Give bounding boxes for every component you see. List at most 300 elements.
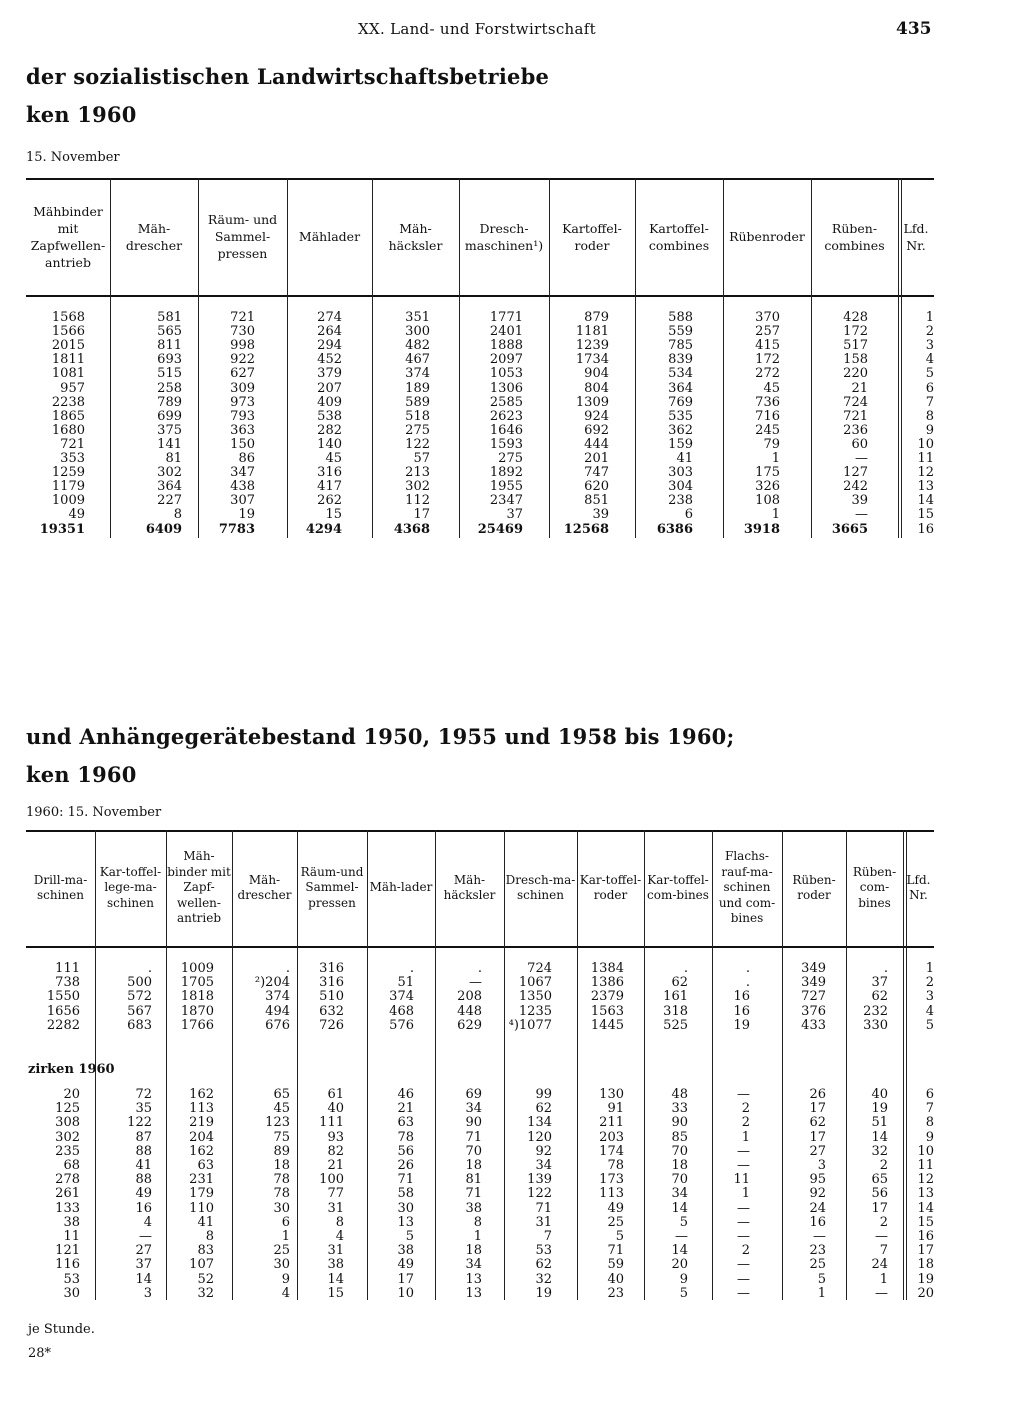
table1-cell: 6409 bbox=[145, 521, 182, 537]
table2-cell: 302 bbox=[55, 1129, 80, 1145]
table2-cell: 72 bbox=[135, 1087, 152, 1102]
table2-cell: 32 bbox=[535, 1271, 552, 1287]
table1-cell: 922 bbox=[230, 352, 255, 368]
table1-cell: 2585 bbox=[489, 394, 523, 410]
table1-cell: 140 bbox=[317, 436, 342, 452]
table1-cell: 452 bbox=[317, 352, 342, 368]
table1-cell: 11 bbox=[917, 451, 934, 466]
table2-cell: 5 bbox=[679, 1214, 688, 1230]
table2-cell: 1009 bbox=[180, 961, 214, 976]
table2-cell: 113 bbox=[599, 1186, 624, 1202]
table2-cell: — bbox=[875, 1229, 888, 1244]
table1-cell: 769 bbox=[668, 394, 693, 410]
table1-cell: 924 bbox=[584, 408, 609, 424]
table2-cell: 2282 bbox=[46, 1017, 80, 1033]
table2-cell: 17 bbox=[809, 1101, 826, 1117]
table1-cell: 515 bbox=[157, 366, 182, 382]
table1-cell: 3 bbox=[925, 338, 934, 354]
table2-cell: 20 bbox=[63, 1087, 80, 1102]
table1-cell: 7 bbox=[925, 394, 934, 410]
table2-cell: 81 bbox=[465, 1172, 482, 1188]
table1-cell: 49 bbox=[68, 507, 85, 523]
table2-cell: 26 bbox=[397, 1158, 414, 1173]
table1-cell: 189 bbox=[405, 380, 430, 396]
table2-cell: 32 bbox=[197, 1285, 214, 1301]
table2-cell: 683 bbox=[127, 1017, 152, 1033]
table1-cell: 692 bbox=[584, 422, 609, 438]
table2-cell: 113 bbox=[189, 1101, 214, 1117]
table2-cell: 1550 bbox=[46, 989, 80, 1005]
table2-cell: 25 bbox=[607, 1214, 624, 1230]
table1-cell: 3665 bbox=[831, 521, 868, 537]
table1-cell: 274 bbox=[317, 310, 342, 325]
table1-cell: 39 bbox=[851, 493, 868, 509]
table1-cell: 257 bbox=[755, 324, 780, 340]
table1-cell: 409 bbox=[317, 394, 342, 410]
table1-cell: 374 bbox=[405, 366, 430, 382]
table2-cell: 525 bbox=[663, 1017, 688, 1033]
table2-cell: 90 bbox=[465, 1115, 482, 1131]
table2-cell: — bbox=[737, 1143, 750, 1159]
table2-cell: 8 bbox=[335, 1214, 344, 1230]
table1-cell: 227 bbox=[157, 493, 182, 509]
table1-cell: 1734 bbox=[575, 352, 609, 368]
table2-cell: 111 bbox=[55, 961, 80, 976]
table2-cell: — bbox=[737, 1214, 750, 1230]
table2-cell: 65 bbox=[871, 1172, 888, 1188]
table2-cell: 62 bbox=[809, 1115, 826, 1131]
page-number: 435 bbox=[896, 19, 932, 39]
table2-cell: . bbox=[745, 975, 750, 991]
table2-cell: 24 bbox=[809, 1200, 826, 1216]
table1-cell: 627 bbox=[230, 366, 255, 382]
table2-cell: 49 bbox=[135, 1186, 152, 1202]
table1-cell: 201 bbox=[584, 451, 609, 466]
table2-cell: 4 bbox=[925, 1003, 934, 1019]
table2-cell: 2 bbox=[879, 1214, 888, 1230]
table2-cell: 45 bbox=[273, 1101, 290, 1117]
table1-cell: 8 bbox=[925, 408, 934, 424]
table2-cell: 69 bbox=[465, 1087, 482, 1102]
table2-cell: 14 bbox=[135, 1271, 152, 1287]
table2-cell: 6 bbox=[281, 1214, 290, 1230]
table2-cell: 53 bbox=[535, 1243, 552, 1259]
table2-cell: 1563 bbox=[590, 1003, 624, 1019]
table2-cell: 78 bbox=[397, 1129, 414, 1145]
table1-cell: 364 bbox=[157, 479, 182, 495]
table2-cell: 83 bbox=[197, 1243, 214, 1259]
table2-cell: 8 bbox=[473, 1214, 482, 1230]
table2-cell: 18 bbox=[671, 1158, 688, 1173]
table2-cell: 90 bbox=[671, 1115, 688, 1131]
table2-cell: 25 bbox=[273, 1243, 290, 1259]
table2-cell: 204 bbox=[189, 1129, 214, 1145]
table2-cell: 235 bbox=[55, 1143, 80, 1159]
table2-cell: 48 bbox=[671, 1087, 688, 1102]
table2-column-header: Kar-toffel-roder bbox=[579, 872, 642, 902]
table1-cell: 282 bbox=[317, 422, 342, 438]
table2-cell: 71 bbox=[607, 1243, 624, 1259]
table2-cell: 120 bbox=[527, 1129, 552, 1145]
table2-cell: — bbox=[737, 1200, 750, 1216]
table2-cell: 308 bbox=[55, 1115, 80, 1131]
table1-cell: 60 bbox=[851, 436, 868, 452]
table1-column-divider bbox=[459, 178, 460, 538]
table2-cell: 7 bbox=[925, 1101, 934, 1117]
table2-cell: 9 bbox=[281, 1271, 290, 1287]
table2-cell: 78 bbox=[273, 1172, 290, 1188]
table2-cell: 173 bbox=[599, 1172, 624, 1188]
table1-cell: 1892 bbox=[489, 465, 523, 481]
table1-cell: 1646 bbox=[489, 422, 523, 438]
table1-cell: 1009 bbox=[51, 493, 85, 509]
table2-cell: 203 bbox=[599, 1129, 624, 1145]
table2-cell: — bbox=[737, 1158, 750, 1173]
table1-cell: 417 bbox=[317, 479, 342, 495]
table2-cell: 13 bbox=[397, 1214, 414, 1230]
table1-cell: 998 bbox=[230, 338, 255, 354]
table2-cell: 139 bbox=[527, 1172, 552, 1188]
table2-cell: . bbox=[409, 961, 414, 976]
table2-cell: 111 bbox=[319, 1115, 344, 1131]
table1-cell: 1865 bbox=[51, 408, 85, 424]
table2-cell: 56 bbox=[871, 1186, 888, 1202]
table1-cell: 839 bbox=[668, 352, 693, 368]
table1-cell: 45 bbox=[325, 451, 342, 466]
table2-cell: 2 bbox=[741, 1101, 750, 1117]
table2-cell: 576 bbox=[389, 1017, 414, 1033]
table1-cell: 12568 bbox=[563, 521, 609, 537]
table2-cell: 21 bbox=[327, 1158, 344, 1173]
table2-cell: 49 bbox=[607, 1200, 624, 1216]
table1-cell: 535 bbox=[668, 408, 693, 424]
table2-cell: 1870 bbox=[180, 1003, 214, 1019]
table1-cell: 39 bbox=[592, 507, 609, 523]
table2-cell: 51 bbox=[871, 1115, 888, 1131]
table2-cell: 30 bbox=[63, 1285, 80, 1301]
table1-cell: — bbox=[855, 507, 868, 523]
table1-cell: 1259 bbox=[51, 465, 85, 481]
table2-cell: 34 bbox=[671, 1186, 688, 1202]
table1-cell: 4 bbox=[925, 352, 934, 368]
table2-cell: 92 bbox=[809, 1186, 826, 1202]
table2-cell: 41 bbox=[135, 1158, 152, 1173]
table2-cell: 17 bbox=[397, 1271, 414, 1287]
table1-cell: 158 bbox=[843, 352, 868, 368]
table1-cell: 172 bbox=[843, 324, 868, 340]
table2-column-header: Kar-toffel-lege-ma-schinen bbox=[99, 864, 162, 910]
table1-cell: 25469 bbox=[477, 521, 523, 537]
table1-cell: 159 bbox=[668, 436, 693, 452]
table2-column-header: Flachs-rauf-ma-schinen und com-bines bbox=[718, 849, 776, 926]
table2-cell: — bbox=[813, 1229, 826, 1244]
table2-cell: 15 bbox=[327, 1285, 344, 1301]
table1-cell: 973 bbox=[230, 394, 255, 410]
table2-cell: 31 bbox=[535, 1214, 552, 1230]
table1-subtitle: 15. November bbox=[26, 150, 120, 165]
table2-cell: 49 bbox=[397, 1257, 414, 1273]
table2-cell: 19 bbox=[733, 1017, 750, 1033]
table1-cell: 16 bbox=[917, 521, 934, 537]
table1-cell: 1309 bbox=[575, 394, 609, 410]
table2-cell: 1 bbox=[741, 1186, 750, 1202]
table2-cell: 70 bbox=[671, 1143, 688, 1159]
table1-cell: 747 bbox=[584, 465, 609, 481]
table1-cell: 150 bbox=[230, 436, 255, 452]
table2-cell: 31 bbox=[327, 1200, 344, 1216]
table2-cell: 19 bbox=[871, 1101, 888, 1117]
table1-cell: 5 bbox=[925, 366, 934, 382]
table2-cell: 23 bbox=[607, 1285, 624, 1301]
table2-cell: 62 bbox=[535, 1101, 552, 1117]
table1-cell: 112 bbox=[405, 493, 430, 509]
table1-column-header: Dresch-maschinen¹) bbox=[464, 220, 544, 253]
table1-cell: 364 bbox=[668, 380, 693, 396]
table1-cell: 3918 bbox=[743, 521, 780, 537]
table2-cell: 162 bbox=[189, 1087, 214, 1102]
table2-cell: 1350 bbox=[518, 989, 552, 1005]
table1-cell: 207 bbox=[317, 380, 342, 396]
table1-cell: 122 bbox=[405, 436, 430, 452]
table1-cell: 793 bbox=[230, 408, 255, 424]
table1-cell: 811 bbox=[157, 338, 182, 354]
table1-cell: 9 bbox=[925, 422, 934, 438]
table1-cell: 6 bbox=[925, 380, 934, 396]
table2-cell: 1 bbox=[473, 1229, 482, 1244]
table1-cell: 1568 bbox=[51, 310, 85, 325]
table2-cell: 77 bbox=[327, 1186, 344, 1202]
table1-cell: 721 bbox=[230, 310, 255, 325]
table2-column-header: Mäh-häcksler bbox=[443, 872, 496, 902]
table1-cell: 804 bbox=[584, 380, 609, 396]
table2-cell: 16 bbox=[135, 1200, 152, 1216]
table2-cell: 38 bbox=[327, 1257, 344, 1273]
table2-top-rule bbox=[26, 830, 934, 832]
table2-column-header: Rüben-roder bbox=[792, 872, 836, 902]
table1-column-header: Mäh-drescher bbox=[125, 220, 183, 253]
table2-cell: 87 bbox=[135, 1129, 152, 1145]
table1-cell: 2238 bbox=[51, 394, 85, 410]
table2-cell: 88 bbox=[135, 1143, 152, 1159]
table2-cell: 71 bbox=[465, 1129, 482, 1145]
table2-cell: 123 bbox=[265, 1115, 290, 1131]
table2-cell: 20 bbox=[917, 1285, 934, 1301]
table1-cell: 716 bbox=[755, 408, 780, 424]
table1-cell: 81 bbox=[165, 451, 182, 466]
table1-cell: 1 bbox=[771, 451, 780, 466]
table1-cell: 8 bbox=[173, 507, 182, 523]
table2-cell: 219 bbox=[189, 1115, 214, 1131]
table1-cell: 415 bbox=[755, 338, 780, 354]
table2-cell: 32 bbox=[871, 1143, 888, 1159]
table1-cell: 620 bbox=[584, 479, 609, 495]
table2-cell: 18 bbox=[917, 1257, 934, 1273]
table2-cell: 4 bbox=[281, 1285, 290, 1301]
table2-cell: 9 bbox=[925, 1129, 934, 1145]
table2-cell: 38 bbox=[465, 1200, 482, 1216]
table2-cell: . bbox=[683, 961, 688, 976]
table1-cell: 904 bbox=[584, 366, 609, 382]
table1-cell: 1771 bbox=[489, 310, 523, 325]
table2-cell: 5 bbox=[817, 1271, 826, 1287]
table1-cell: 517 bbox=[843, 338, 868, 354]
table2-cell: 14 bbox=[327, 1271, 344, 1287]
table2-cell: 1384 bbox=[590, 961, 624, 976]
table1-cell: 1053 bbox=[489, 366, 523, 382]
table2-cell: 510 bbox=[319, 989, 344, 1005]
table1-cell: 589 bbox=[405, 394, 430, 410]
table2-cell: 4 bbox=[335, 1229, 344, 1244]
table1-cell: 581 bbox=[157, 310, 182, 325]
table2-cell: 349 bbox=[801, 961, 826, 976]
table1-cell: 4368 bbox=[393, 521, 430, 537]
table2-cell: 1656 bbox=[46, 1003, 80, 1019]
table2-cell: 34 bbox=[465, 1101, 482, 1117]
table2-cell: 125 bbox=[55, 1101, 80, 1117]
table2-cell: 5 bbox=[405, 1229, 414, 1244]
table1-cell: 236 bbox=[843, 422, 868, 438]
table1-title-line1: der sozialistischen Landwirtschaftsbetriebe bbox=[26, 64, 550, 89]
table1-cell: 444 bbox=[584, 436, 609, 452]
table2-cell: 110 bbox=[189, 1200, 214, 1216]
table2-cell: . bbox=[285, 961, 290, 976]
table1-cell: 302 bbox=[405, 479, 430, 495]
table2-cell: 2 bbox=[879, 1158, 888, 1173]
table2-cell: 1 bbox=[879, 1271, 888, 1287]
table2-cell: 13 bbox=[465, 1285, 482, 1301]
table1-cell: 294 bbox=[317, 338, 342, 354]
table1-cell: 272 bbox=[755, 366, 780, 382]
table1-cell: 879 bbox=[584, 310, 609, 325]
table2-cell: 572 bbox=[127, 989, 152, 1005]
table2-cell: 63 bbox=[197, 1158, 214, 1173]
table2-cell: 494 bbox=[265, 1003, 290, 1019]
table2-cell: 56 bbox=[397, 1143, 414, 1159]
table1-cell: 13 bbox=[917, 479, 934, 495]
table1-column-header: Lfd. Nr. bbox=[903, 220, 929, 253]
table2-cell: 27 bbox=[809, 1143, 826, 1159]
table2-cell: 330 bbox=[863, 1017, 888, 1033]
table2-cell: 21 bbox=[397, 1101, 414, 1117]
table1-cell: 363 bbox=[230, 422, 255, 438]
table2-cell: 34 bbox=[465, 1257, 482, 1273]
table2-cell: 376 bbox=[801, 1003, 826, 1019]
table2-cell: 78 bbox=[607, 1158, 624, 1173]
table1-cell: 7783 bbox=[218, 521, 255, 537]
table2-cell: 40 bbox=[327, 1101, 344, 1117]
table1-cell: 1 bbox=[925, 310, 934, 325]
table2-cell: 2 bbox=[741, 1243, 750, 1259]
table1-cell: 1566 bbox=[51, 324, 85, 340]
table2-cell: 19 bbox=[917, 1271, 934, 1287]
table2-cell: . bbox=[147, 961, 152, 976]
table2-cell: 40 bbox=[871, 1087, 888, 1102]
table1-cell: 213 bbox=[405, 465, 430, 481]
table2-cell: 71 bbox=[397, 1172, 414, 1188]
table2-cell: 27 bbox=[135, 1243, 152, 1259]
table2-column-header: Mäh-drescher bbox=[237, 872, 292, 902]
table2-cell: 7 bbox=[543, 1229, 552, 1244]
table2-cell: 1235 bbox=[518, 1003, 552, 1019]
table2-cell: 13 bbox=[465, 1271, 482, 1287]
table1-top-rule bbox=[26, 178, 934, 180]
table2-cell: 30 bbox=[397, 1200, 414, 1216]
table1-cell: 1680 bbox=[51, 422, 85, 438]
table2-cell: 82 bbox=[327, 1143, 344, 1159]
table2-cell: 59 bbox=[607, 1257, 624, 1273]
table1-cell: 304 bbox=[668, 479, 693, 495]
table2-cell: 738 bbox=[55, 975, 80, 991]
table1-cell: 1179 bbox=[51, 479, 85, 495]
table2-cell: 10 bbox=[917, 1143, 934, 1159]
table1-cell: 1593 bbox=[489, 436, 523, 452]
table1-cell: 353 bbox=[60, 451, 85, 466]
table2-cell: 676 bbox=[265, 1017, 290, 1033]
table1-cell: 482 bbox=[405, 338, 430, 354]
table2-cell: 1705 bbox=[180, 975, 214, 991]
table2-cell: 14 bbox=[671, 1243, 688, 1259]
table2-cell: 19 bbox=[535, 1285, 552, 1301]
table2-cell: 2 bbox=[925, 975, 934, 991]
table2-cell: 1 bbox=[281, 1229, 290, 1244]
table1-cell: 141 bbox=[157, 436, 182, 452]
table2-cell: 16 bbox=[809, 1214, 826, 1230]
table1-cell: 2 bbox=[925, 324, 934, 340]
table2-cell: 130 bbox=[599, 1087, 624, 1102]
table1-column-header: Kartoffel-combines bbox=[648, 220, 710, 253]
table1-cell: 538 bbox=[317, 408, 342, 424]
table2-cell: 1766 bbox=[180, 1017, 214, 1033]
table1-cell: 2347 bbox=[489, 493, 523, 509]
table2-cell: 95 bbox=[809, 1172, 826, 1188]
table2-cell: 4 bbox=[143, 1214, 152, 1230]
table2-column-header: Kar-toffel-com-bines bbox=[647, 872, 709, 902]
table1-cell: 2015 bbox=[51, 338, 85, 354]
table2-cell: 374 bbox=[265, 989, 290, 1005]
table1-column-header: Mählader bbox=[298, 229, 361, 244]
table1-cell: 108 bbox=[755, 493, 780, 509]
table2-cell: 75 bbox=[273, 1129, 290, 1145]
table1-cell: 12 bbox=[917, 465, 934, 481]
table2-cell: 211 bbox=[599, 1115, 624, 1131]
table2-cell: 726 bbox=[319, 1017, 344, 1033]
table2-cell: 1067 bbox=[518, 975, 552, 991]
table2-cell: 88 bbox=[135, 1172, 152, 1188]
table1-cell: 303 bbox=[668, 465, 693, 481]
table2-cell: 26 bbox=[809, 1087, 826, 1102]
table2-cell: 70 bbox=[465, 1143, 482, 1159]
table2-cell: 1386 bbox=[590, 975, 624, 991]
table2-cell: — bbox=[737, 1271, 750, 1287]
table1-cell: 264 bbox=[317, 324, 342, 340]
table2-cell: 78 bbox=[273, 1186, 290, 1202]
table2-cell: 11 bbox=[63, 1229, 80, 1244]
table2-cell: 63 bbox=[397, 1115, 414, 1131]
table1-cell: 518 bbox=[405, 408, 430, 424]
table2-cell: 727 bbox=[801, 989, 826, 1005]
table1-cell: 245 bbox=[755, 422, 780, 438]
table1-cell: 302 bbox=[157, 465, 182, 481]
table1-cell: 21 bbox=[851, 380, 868, 396]
table2-cell: 20 bbox=[671, 1257, 688, 1273]
table2-cell: 1 bbox=[817, 1285, 826, 1301]
table2-cell: 18 bbox=[465, 1243, 482, 1259]
table2-cell: 38 bbox=[63, 1214, 80, 1230]
table1-column-header: Räum- und Sammel-pressen bbox=[207, 212, 278, 261]
table2-cell: 23 bbox=[809, 1243, 826, 1259]
table2-title-line1: und Anhängegerätebestand 1950, 1955 und 1958 bis 1960; bbox=[26, 724, 735, 749]
table1-cell: 4294 bbox=[305, 521, 342, 537]
